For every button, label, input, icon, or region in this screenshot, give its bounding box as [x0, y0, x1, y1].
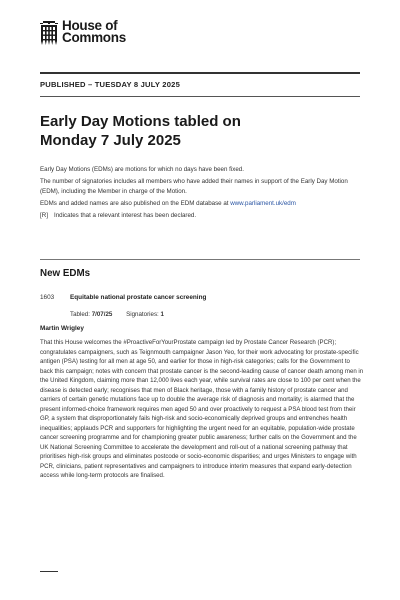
intro-paragraph-1: Early Day Motions (EDMs) are motions for which no days have been fixed.	[40, 166, 244, 173]
interest-explanation: Indicates that a relevant interest has been declared.	[54, 211, 197, 219]
edm-motion-text: That this House welcomes the #ProactiveForYourProstate campaign led by Prostate Cancer Research (PCR); congratulates campaigners, such as Teignmouth campaigner Jason Yeo, for their work advocating for prostate-specific antigen (PSA) testing for all men at age 50, and earlier for those in high-risk categories; calls for the Government to back this campaign; notes with concern that prostate cancer is the second-leading cause of cancer death among men in the United Kingdom, claiming more than 12,000 lives each year, while survival rates are close to 100 per cent when the disease is detected early; recognises that men of Black heritage, those with a family history of prostate cancer and carriers of certain genetic mutations face up to double the average risk of diagnosis and mortality; is alarmed that the present informed-choice framework requires men aged 50 and over proactively to request a PSA blood test from their GP, a system that disproportionately fails high-risk and socio-economically deprived groups and entrenches health inequalities; applauds PCR and supporters for highlighting the urgent need for an equitable, population-wide prostate cancer screening programme and for championing greater public awareness; further calls on the Government and the UK National Screening Committee to accelerate the development and roll-out of a national screening pathway that prioritises high-risk groups and eliminates postcode or socio-economic disparities; and urges Ministers to engage with PCR, clinicians, patient representatives and campaigners to introduce interim measures that expand early-detection access while long-term protocols are finalised.	[40, 339, 364, 479]
section-title: New EDMs	[40, 268, 91, 279]
tabled-label: Tabled:	[70, 311, 90, 318]
house-of-commons-logo	[40, 20, 126, 47]
end-rule	[40, 571, 58, 572]
intro-paragraph-2: The number of signatories includes all members who have added their names in support of the Early Day Motion (EDM), including the Member in charge of the Motion.	[40, 178, 348, 195]
page-title	[40, 112, 241, 150]
interest-marker: [R]	[40, 211, 48, 219]
signatories-count: 1	[160, 311, 164, 318]
page-title-line-1: Early Day Motions tabled on	[40, 113, 241, 130]
intro-paragraph-4	[40, 211, 362, 221]
published-date: PUBLISHED – TUESDAY 8 JULY 2025	[40, 80, 180, 89]
intro-notes	[40, 165, 362, 223]
signatories-label: Signatories:	[126, 311, 159, 318]
edm-number: 1603	[40, 294, 55, 301]
intro-paragraph-3	[40, 199, 362, 209]
edm-database-link[interactable]: www.parliament.uk/edm	[230, 199, 296, 207]
portcullis-icon	[40, 21, 58, 47]
logo-wordmark	[62, 20, 126, 44]
top-rule	[40, 72, 360, 74]
logo-line-2: Commons	[62, 30, 126, 45]
header-divider	[40, 96, 360, 97]
page-title-line-2: Monday 7 July 2025	[40, 132, 181, 149]
logo-line-1: House of	[62, 18, 118, 33]
edm-member: Martin Wrigley	[40, 325, 84, 332]
edm-title: Equitable national prostate cancer screening	[70, 294, 207, 301]
intro-edm-database-text: EDMs and added names are also published on the EDM database at	[40, 199, 231, 207]
tabled-date: 7/07/25	[91, 311, 113, 318]
edm-meta	[70, 311, 164, 318]
section-divider	[40, 259, 360, 260]
